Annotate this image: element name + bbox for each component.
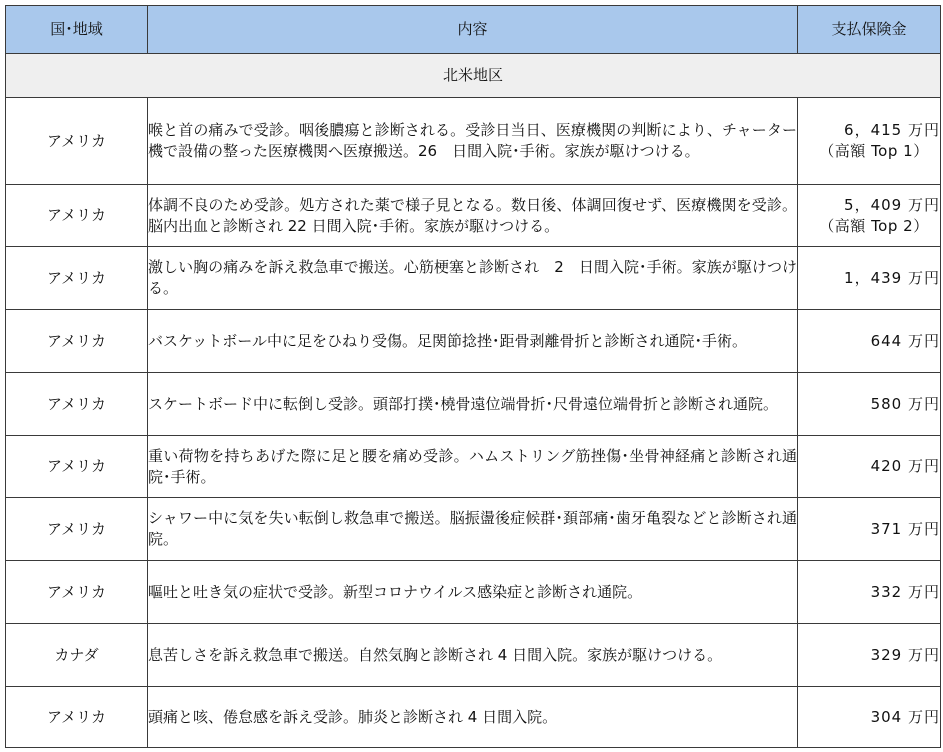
- table-body: [6, 54, 941, 748]
- table-row: [6, 561, 941, 624]
- header-amount: 支払保険金: [798, 6, 941, 54]
- country-cell: アメリカ: [6, 247, 148, 310]
- amount-cell: 329 万円: [798, 624, 941, 687]
- insurance-claims-table: [5, 5, 941, 748]
- header-row: [6, 6, 941, 54]
- table-row: [6, 373, 941, 436]
- table-row: [6, 498, 941, 561]
- country-cell: アメリカ: [6, 98, 148, 185]
- amount-cell: 304 万円: [798, 687, 941, 748]
- amount-cell: [798, 185, 941, 247]
- content-cell: シャワー中に気を失い転倒し救急車で搬送。脳振盪後症候群･頚部痛･歯牙亀裂などと診断され通院。: [148, 498, 798, 561]
- content-cell: 激しい胸の痛みを訴え救急車で搬送。心筋梗塞と診断され 2 日間入院･手術。家族が駆けつける。: [148, 247, 798, 310]
- country-cell: アメリカ: [6, 436, 148, 498]
- content-cell: 嘔吐と吐き気の症状で受診。新型コロナウイルス感染症と診断され通院。: [148, 561, 798, 624]
- amount-value: 5，409 万円: [844, 195, 940, 214]
- table-row: [6, 185, 941, 247]
- amount-rank-note: （高額 Top 1）: [819, 142, 929, 160]
- table-header: [6, 6, 941, 54]
- table-row: [6, 624, 941, 687]
- country-cell: アメリカ: [6, 498, 148, 561]
- amount-cell: 1，439 万円: [798, 247, 941, 310]
- amount-cell: 644 万円: [798, 310, 941, 373]
- country-cell: アメリカ: [6, 687, 148, 748]
- country-cell: カナダ: [6, 624, 148, 687]
- content-cell: 体調不良のため受診。処方された薬で様子見となる。数日後、体調回復せず、医療機関を受診。脳内出血と診断され 22 日間入院･手術。家族が駆けつける。: [148, 185, 798, 247]
- table-row: [6, 687, 941, 748]
- table-row: [6, 247, 941, 310]
- header-country: 国･地域: [6, 6, 148, 54]
- amount-cell: 371 万円: [798, 498, 941, 561]
- region-label: 北米地区: [6, 54, 941, 98]
- amount-cell: 580 万円: [798, 373, 941, 436]
- table-row: [6, 310, 941, 373]
- content-cell: スケートボード中に転倒し受診。頭部打撲･橈骨遠位端骨折･尺骨遠位端骨折と診断され通院。: [148, 373, 798, 436]
- country-cell: アメリカ: [6, 310, 148, 373]
- content-cell: バスケットボール中に足をひねり受傷。足関節捻挫･距骨剥離骨折と診断され通院･手術。: [148, 310, 798, 373]
- content-cell: 頭痛と咳、倦怠感を訴え受診。肺炎と診断され 4 日間入院。: [148, 687, 798, 748]
- amount-cell: 332 万円: [798, 561, 941, 624]
- amount-rank-note: （高額 Top 2）: [819, 216, 929, 235]
- content-cell: 息苦しさを訴え救急車で搬送。自然気胸と診断され 4 日間入院。家族が駆けつける。: [148, 624, 798, 687]
- table-row: [6, 436, 941, 498]
- content-cell: 重い荷物を持ちあげた際に足と腰を痛め受診。ハムストリング筋挫傷･坐骨神経痛と診断され通院･手術。: [148, 436, 798, 498]
- country-cell: アメリカ: [6, 373, 148, 436]
- table-row: [6, 98, 941, 185]
- region-row: [6, 54, 941, 98]
- amount-cell: 420 万円: [798, 436, 941, 498]
- amount-cell: [798, 98, 941, 185]
- amount-value: 6，415 万円: [844, 121, 940, 139]
- header-content: 内容: [148, 6, 798, 54]
- country-cell: アメリカ: [6, 561, 148, 624]
- content-cell: 喉と首の痛みで受診。咽後膿瘍と診断される。受診日当日、医療機関の判断により、チャーター機で設備の整った医療機関へ医療搬送。26 日間入院･手術。家族が駆けつける。: [148, 98, 798, 185]
- country-cell: アメリカ: [6, 185, 148, 247]
